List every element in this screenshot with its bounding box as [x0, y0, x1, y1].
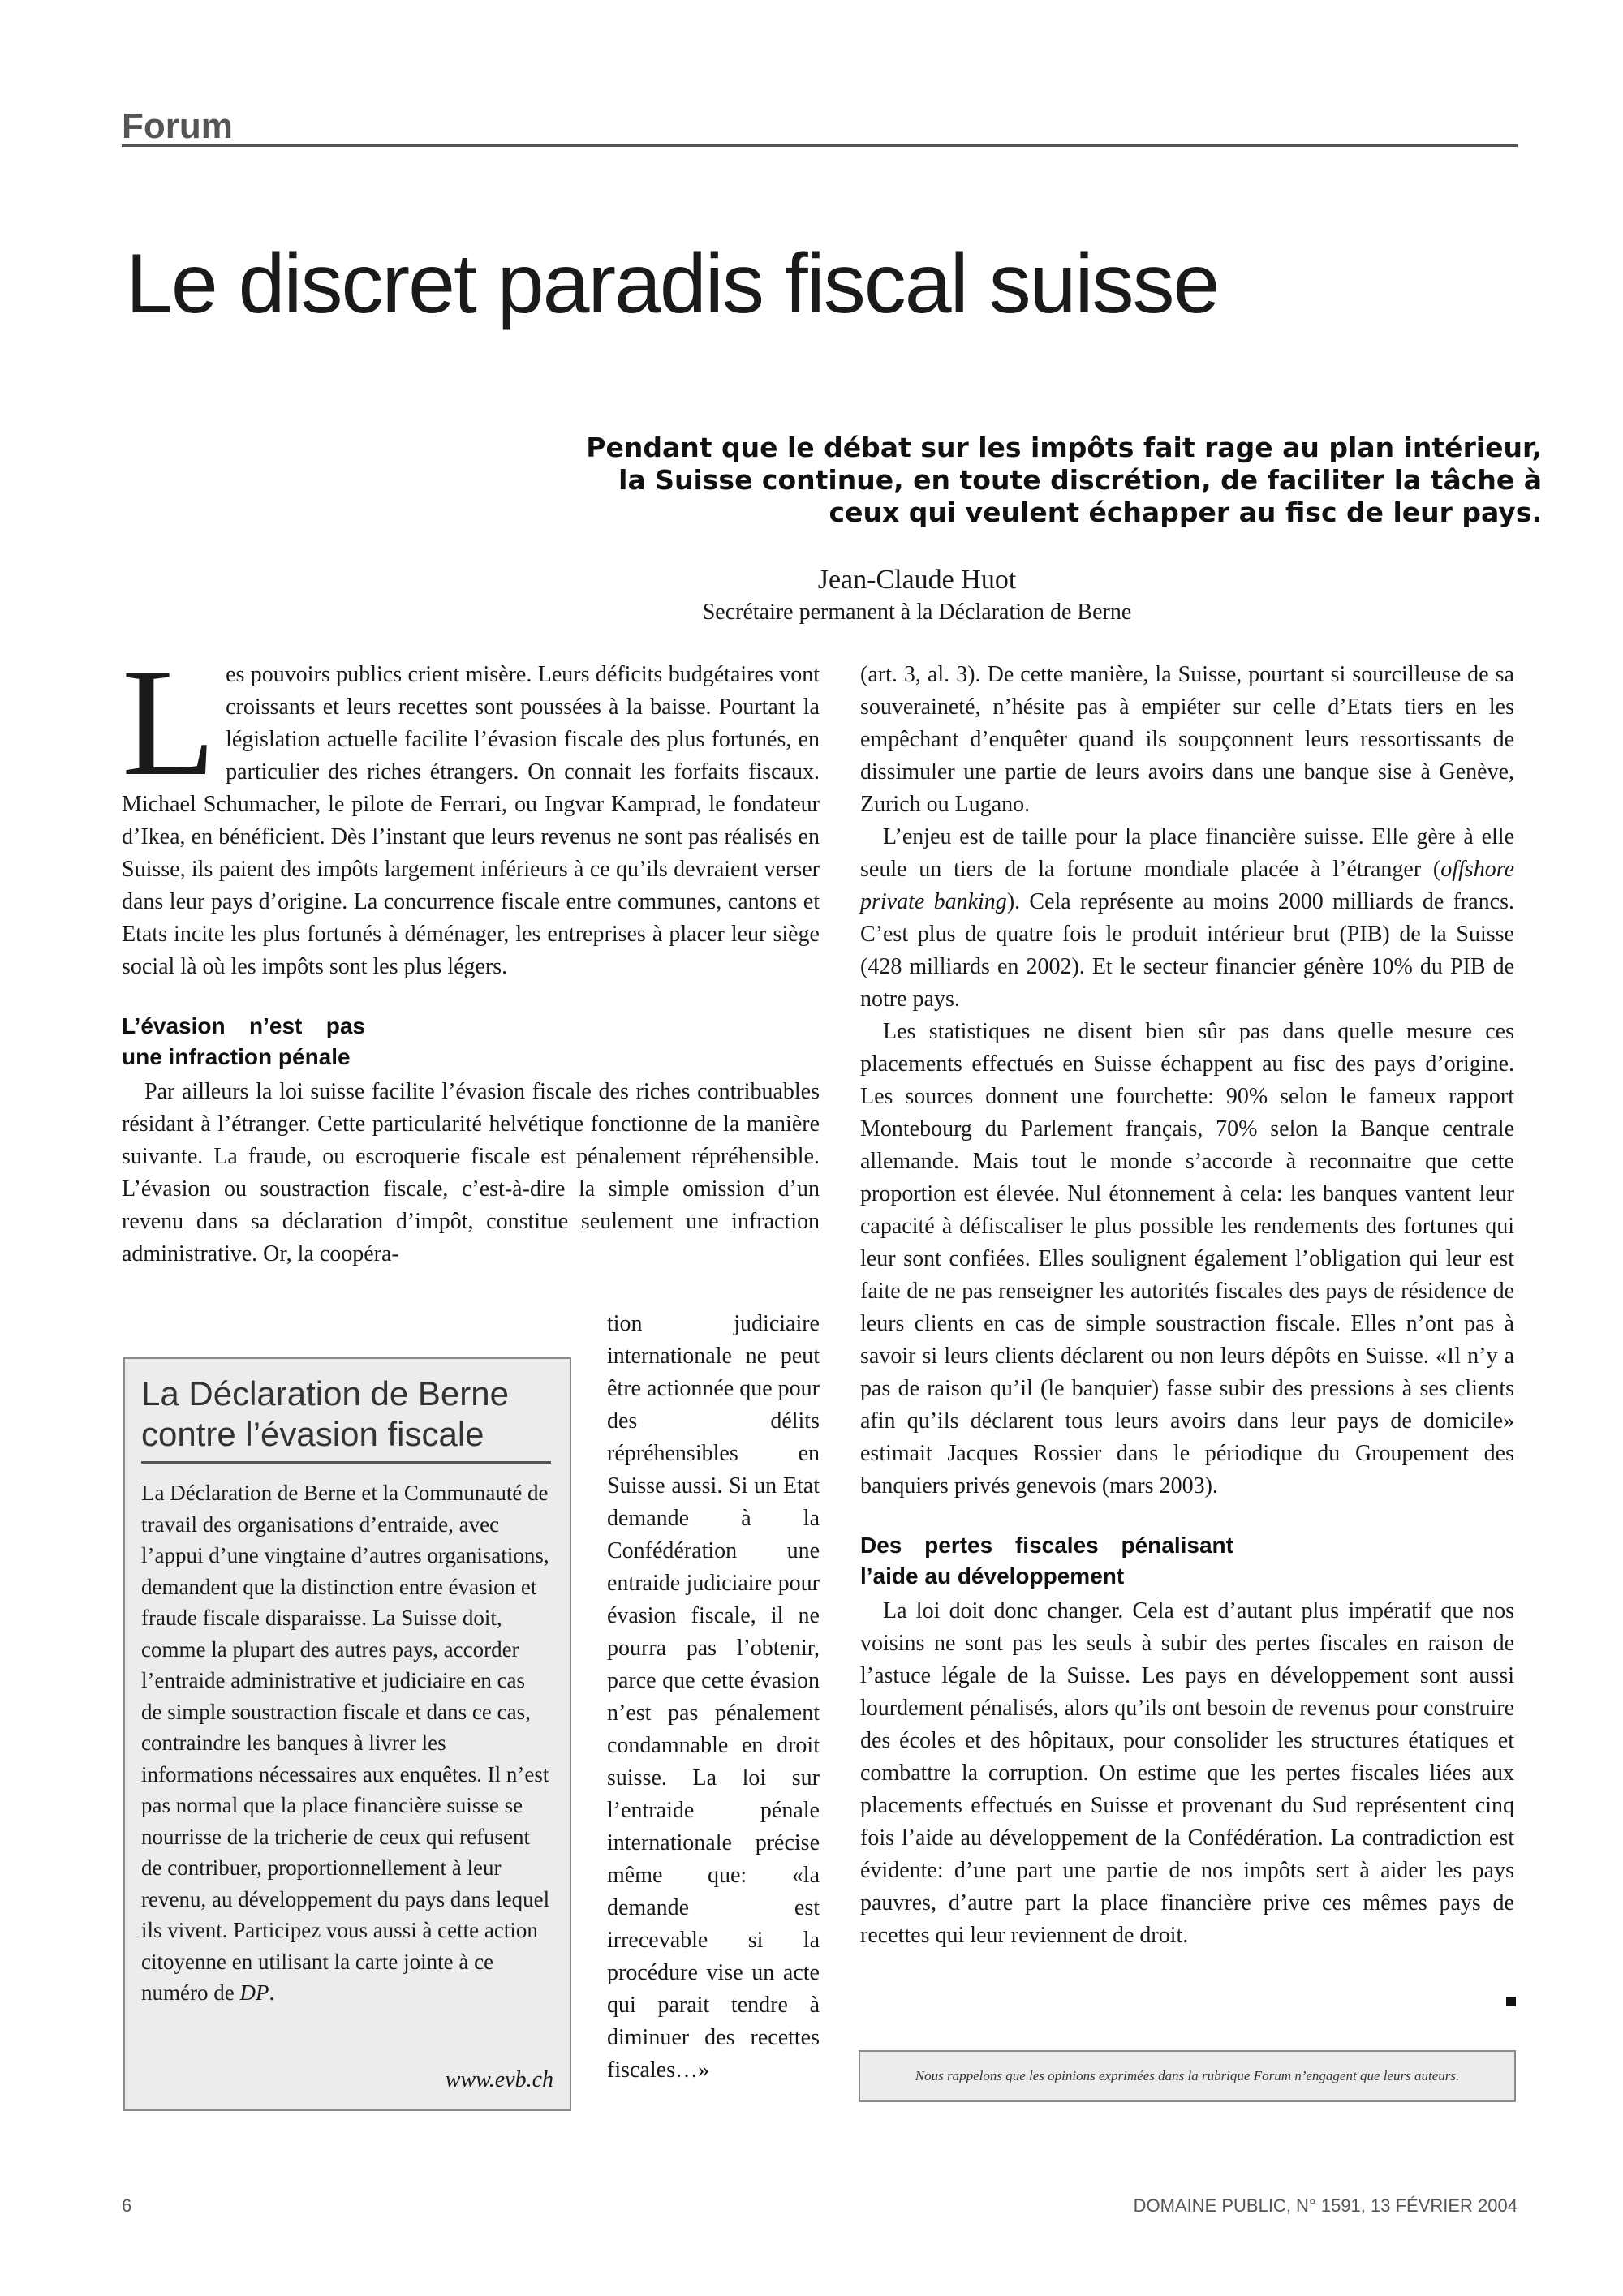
sidebar-text-end: . — [269, 1980, 275, 2005]
sidebar-publication-name: DP — [239, 1980, 269, 2005]
sidebar-title-line1: La Déclaration de Berne — [141, 1374, 509, 1412]
sidebar-title-line2: contre l’évasion fiscale — [141, 1415, 484, 1453]
article-title: Le discret paradis fiscal suisse — [126, 237, 1219, 331]
sidebar-body — [141, 1477, 551, 2009]
drop-cap: L — [122, 638, 217, 808]
subheading-pertes: Des pertes fiscales pénalisant l’aide au développement — [860, 1533, 1233, 1589]
author-role: Secrétaire permanent à la Déclaration de Berne — [702, 600, 1132, 625]
page-number: 6 — [122, 2195, 132, 2216]
subheading-evasion: L’évasion n’est pas une infraction pénale — [122, 1013, 365, 1069]
paragraph-4-text-end: ). Cela représente au moins 2000 milliards de francs. C’est plus de quatre fois le produit intérieur brut (PIB) de la Suisse (428 milliards en 2002). Et le secteur financier génère 10% du PIB de notre pays. — [860, 889, 1514, 1012]
author-name: Jean-Claude Huot — [817, 565, 1017, 595]
paragraph-3: (art. 3, al. 3). De cette manière, la Suisse, pourtant si sourcilleuse de sa souveraineté, n’hésite pas à empiéter sur celle d’Etats tiers en les empêchant d’enquêter quand ils soupçonnent leurs ressortissants de dissimuler une partie de leurs avoirs dans une banque sise à Genève, Zurich ou Lugano. — [860, 662, 1514, 817]
sidebar-box — [123, 1357, 571, 2111]
end-of-article-mark — [1506, 1997, 1516, 2006]
sidebar-text: La Déclaration de Berne et la Communauté de travail des organisations d’entraide, avec l’appui d’une vingtaine d’autres organisations, demandent que la distinction entre évasion et fraude fiscale disparaisse. La Suisse doit, comme la plupart des autres pays, accorder l’entraide administrative et judiciaire en cas de simple soustraction fiscale et dans ce cas, contraindre les banques à livrer les informations nécessaires aux enquêtes. Il n’est pas normal que la place financière suisse se nourrisse de la tricherie de ceux qui refusent de contribuer, proportionnellement à leur revenu, au développement du pays dans lequel ils vivent. Participez vous aussi à cette action citoyenne en utilisant la carte jointe à ce numéro de — [141, 1481, 550, 2005]
forum-disclaimer: Nous rappelons que les opinions exprimées dans la rubrique Forum n’engagent que leurs auteurs. — [859, 2050, 1516, 2102]
paragraph-5: Les statistiques ne disent bien sûr pas dans quelle mesure ces placements effectués en Suisse échappent au fisc des pays d’origine. Les sources donnent une fourchette: 90% selon le fameux rapport Montebourg du Parlement français, 70% selon la Banque centrale allemande. Mais tout le monde s’accorde à reconnaitre que cette proportion est élevée. Nul étonnement à cela: les banques vantent leur capacité à défiscaliser le plus possible les rendements des fortunes qui leur sont confiées. Elles soulignent également l’obligation qui leur est faite de ne pas renseigner les autorités fiscales des pays de résidence de leurs clients en cas de simple soustraction fiscale. Elles n’ont pas à savoir si leurs clients déclarent ou non leurs dépôts en Suisse. «Il n’y a pas de raison qu’il (le banquier) fasse subir des pressions à ses clients afin qu’ils déclarent tous leurs avoirs dans leur pays de domicile» estimait Jacques Rossier dans le périodique du Groupement des banquiers privés genevois (mars 2003). — [860, 1019, 1514, 1498]
article-lead: Pendant que le débat sur les impôts fait rage au plan intérieur, la Suisse continue, en toute discrétion, de faciliter la tâche à ceux qui veulent échapper au fisc de leur pays. — [586, 432, 1542, 528]
paragraph-4 — [860, 821, 1514, 1016]
section-header: Forum — [122, 104, 1518, 147]
paragraph-1-text: es pouvoirs publics crient misère. Leurs déficits budgétaires vont croissants et leurs recettes sont poussées à la baisse. Pourtant la législation actuelle facilite l’évasion fiscale des plus fortunés, en particulier des riches étrangers. On connait les forfaits fiscaux. Michael Schumacher, le pilote de Ferrari, ou Ingvar Kamprad, le fondateur d’Ikea, en bénéficient. Dès l’instant que leurs revenus ne sont pas réalisés en Suisse, ils paient des impôts largement inférieurs à ce qu’ils devraient verser dans leur pays d’origine. La concurrence fiscale entre communes, cantons et Etats incite les plus fortunés à déménager, les entreprises à placer leur siège social là où les impôts sont les plus légers. — [122, 662, 820, 979]
article-column-narrow — [607, 1308, 820, 2087]
article-column-left — [122, 638, 820, 1271]
sidebar-title — [141, 1374, 551, 1464]
issue-info: DOMAINE PUBLIC, N° 1591, 13 FÉVRIER 2004 — [1133, 2195, 1518, 2216]
author-block — [487, 562, 1347, 627]
article-column-right — [860, 659, 1514, 1952]
paragraph-1 — [122, 638, 820, 983]
paragraph-2-continued: tion judiciaire internationale ne peut être actionnée que pour des délits répréhensibles en Suisse aussi. Si un Etat demande à la Confédération une entraide judiciaire pour évasion fiscale, il ne pourra pas l’obtenir, parce que cette évasion n’est pas pénalement condamnable en droit suisse. La loi sur l’entraide pénale internationale précise même que: «la demande est irrecevable si la procédure vise un acte qui parait tendre à diminuer des recettes fiscales…» — [607, 1311, 820, 2083]
paragraph-4-text: L’enjeu est de taille pour la place financière suisse. Elle gère à elle seule un tiers de la fortune mondiale placée à l’étranger ( — [860, 824, 1514, 882]
paragraph-6: La loi doit donc changer. Cela est d’autant plus impératif que nos voisins ne sont pas les seuls à subir des pertes fiscales en raison de l’astuce légale de la Suisse. Les pays en développement sont aussi lourdement pénalisés, alors qu’ils ont besoin de revenus pour construire des écoles et des hôpitaux, pour consolider les structures étatiques et combattre la corruption. On estime que les pertes fiscales liées aux placements effectués en Suisse et provenant du Sud représentent cinq fois l’aide au développement de la Confédération. La contradiction est évidente: d’une part une partie de nos impôts sert à aider les pays pauvres, d’autre part la place financière prive ces mêmes pays de recettes qui leur reviennent de droit. — [860, 1598, 1514, 1948]
sidebar-website-link[interactable]: www.evb.ch — [445, 2067, 553, 2092]
paragraph-4-term: offshore private banking — [860, 857, 1514, 914]
paragraph-2: Par ailleurs la loi suisse facilite l’évasion fiscale des riches contribuables résidant à l’étranger. Cette particularité helvétique fonctionne de la manière suivante. La fraude, ou escroquerie fiscale est pénalement répréhensible. L’évasion ou soustraction fiscale, c’est-à-dire la simple omission d’un revenu dans sa déclaration d’impôt, constitue seulement une infraction administrative. Or, la coopéra- — [122, 1079, 820, 1266]
